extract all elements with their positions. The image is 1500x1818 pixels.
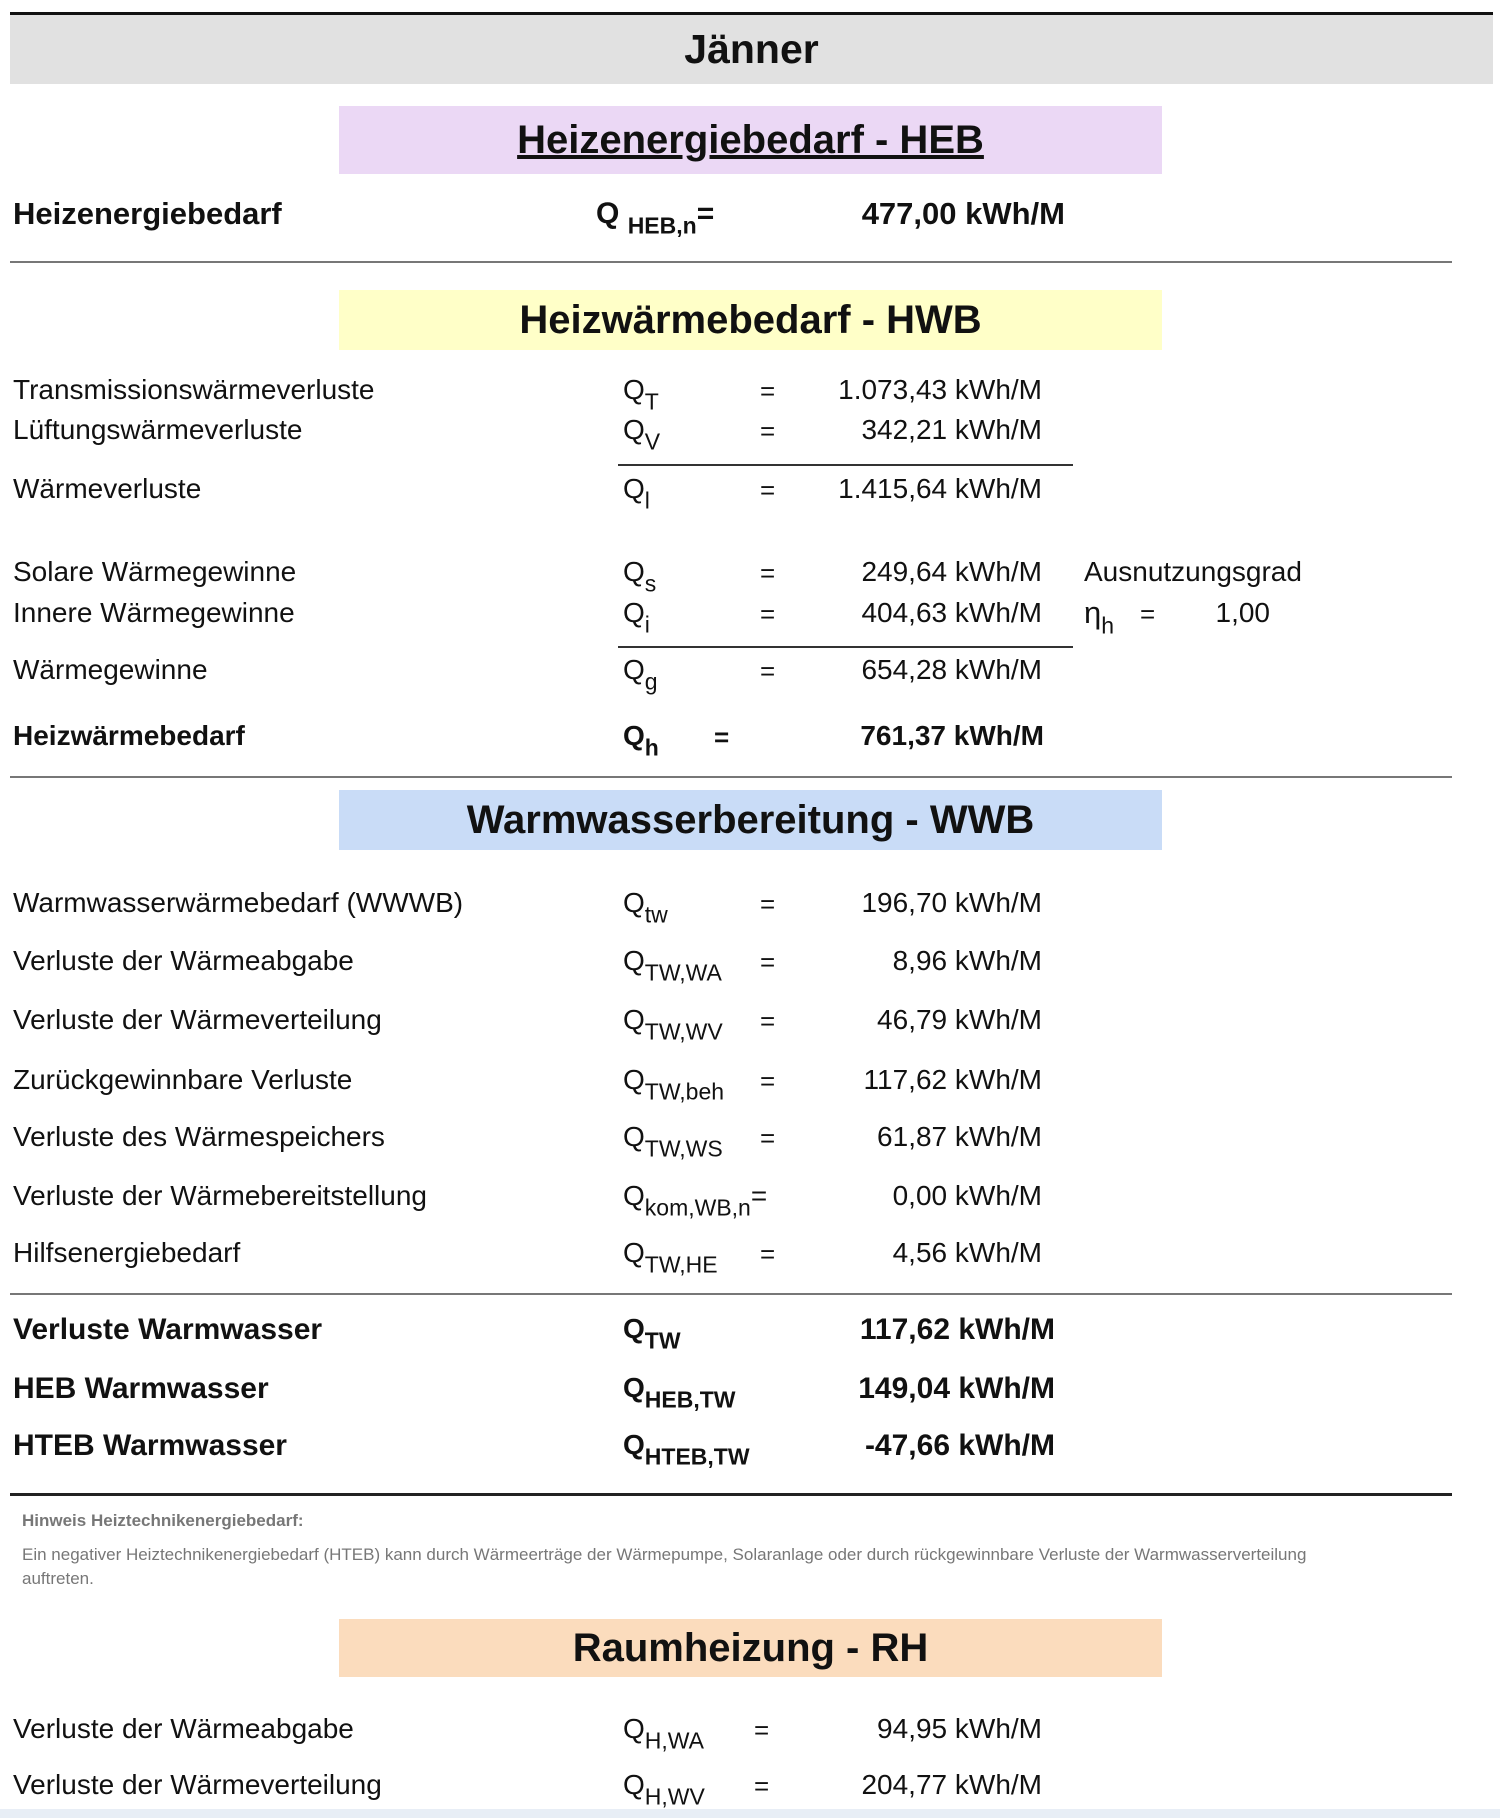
utilization-value: 1,00 — [1215, 597, 1270, 628]
wwb-row-value: 196,70 kWh/M — [861, 887, 1042, 918]
wwb-row-label: Hilfsenergiebedarf — [13, 1237, 241, 1268]
symbol-main: Q — [623, 654, 645, 685]
hwb-row-label: Lüftungswärmeverluste — [13, 414, 303, 445]
symbol-sub: TW,WA — [644, 959, 722, 986]
symbol-main: Q — [623, 887, 645, 918]
divider — [10, 1493, 1452, 1496]
heb-eq: = — [696, 197, 715, 230]
wwb-total-symbol — [623, 1429, 750, 1470]
symbol-main: Q — [623, 556, 645, 587]
symbol-sub: l — [644, 487, 650, 514]
wwb-row-value: 61,87 kWh/M — [877, 1121, 1042, 1152]
wwb-total-value: -47,66 kWh/M — [864, 1429, 1055, 1462]
eta-symbol: η — [1084, 595, 1102, 630]
wwb-total-label: Verluste Warmwasser — [13, 1313, 323, 1346]
wwb-row-eq: = — [760, 889, 776, 919]
wwb-row-value: 46,79 kWh/M — [877, 1004, 1042, 1035]
hwb-row-label: Transmissionswärmeverluste — [13, 374, 375, 405]
hwb-row-symbol — [623, 414, 660, 455]
rh-row-label: Verluste der Wärmeverteilung — [13, 1769, 382, 1800]
wwb-section-heading — [339, 790, 1162, 850]
heb-symbol-sub: HEB,n — [627, 212, 697, 239]
symbol-main: Q — [623, 1429, 645, 1460]
wwb-row-eq: = — [760, 1006, 776, 1036]
symbol-main: Q — [623, 597, 645, 628]
symbol-main: Q — [623, 720, 645, 751]
hwb-total-value: 761,37 kWh/M — [860, 720, 1044, 751]
heb-symbol-main: Q — [596, 197, 620, 230]
hwb-row-value: 654,28 kWh/M — [861, 654, 1042, 685]
hwb-row-eq: = — [760, 656, 776, 686]
hwb-row-symbol — [623, 597, 650, 638]
wwb-row-symbol — [623, 887, 668, 928]
symbol-main: Q — [623, 473, 645, 504]
wwb-total-symbol — [623, 1372, 736, 1413]
rh-row-symbol — [623, 1769, 705, 1810]
symbol-sub: HEB,TW — [644, 1386, 736, 1413]
symbol-sub: i — [644, 611, 650, 638]
hwb-total-symbol — [623, 720, 659, 761]
hwb-row-symbol — [623, 473, 650, 514]
wwb-row-eq: = — [760, 1066, 776, 1096]
bottom-edge — [0, 1809, 1500, 1818]
wwb-row-value: 8,96 kWh/M — [892, 945, 1042, 976]
utilization-eq: = — [1140, 599, 1156, 629]
symbol-main: Q — [623, 1180, 645, 1211]
symbol-main: Q — [623, 1372, 645, 1403]
symbol-sub: H,WA — [644, 1727, 704, 1754]
symbol-main: Q — [623, 1769, 645, 1800]
heb-symbol — [596, 197, 714, 239]
symbol-sub: h — [644, 734, 659, 761]
symbol-sub: h — [1101, 612, 1115, 639]
hwb-heading-text: Heizwärmebedarf - HWB — [519, 297, 982, 342]
hwb-total-eq: = — [714, 722, 730, 752]
symbol-eq: = — [750, 1180, 768, 1211]
wwb-row-value: 4,56 kWh/M — [892, 1237, 1042, 1268]
subtotal-line — [618, 646, 1073, 648]
wwb-row-symbol — [623, 1004, 723, 1045]
symbol-sub: TW,HE — [644, 1251, 718, 1278]
rh-row-value: 94,95 kWh/M — [877, 1713, 1042, 1744]
symbol-main: Q — [623, 1713, 645, 1744]
divider — [10, 776, 1452, 778]
wwb-row-label: Verluste der Wärmebereitstellung — [13, 1180, 427, 1211]
wwb-row-symbol — [623, 1064, 724, 1105]
rh-row-symbol — [623, 1713, 704, 1754]
rh-section-heading — [339, 1619, 1162, 1677]
symbol-sub: TW,WV — [644, 1018, 723, 1045]
heb-label: Heizenergiebedarf — [13, 196, 282, 231]
wwb-total-label: HEB Warmwasser — [13, 1372, 269, 1405]
subtotal-line — [618, 464, 1073, 466]
note-heading: Hinweis Heiztechnikenergiebedarf: — [22, 1511, 304, 1530]
symbol-sub: TW — [644, 1327, 681, 1354]
utilization-label: Ausnutzungsgrad — [1084, 556, 1302, 587]
symbol-main: Q — [623, 414, 645, 445]
hwb-total-label: Heizwärmebedarf — [13, 720, 245, 751]
wwb-row-label: Verluste des Wärmespeichers — [13, 1121, 385, 1152]
symbol-sub: HTEB,TW — [644, 1443, 750, 1470]
symbol-main: Q — [623, 1237, 645, 1268]
rh-row-eq: = — [754, 1771, 770, 1801]
wwb-row-label: Verluste der Wärmeabgabe — [13, 945, 354, 976]
hwb-row-eq: = — [760, 376, 776, 406]
wwb-total-symbol — [623, 1313, 681, 1354]
symbol-sub: g — [644, 668, 658, 695]
wwb-row-value: 117,62 kWh/M — [863, 1064, 1042, 1095]
symbol-sub: V — [644, 428, 661, 455]
wwb-total-value: 149,04 kWh/M — [858, 1372, 1055, 1405]
heb-section-heading — [339, 106, 1162, 174]
wwb-row-eq: = — [760, 1123, 776, 1153]
symbol-main: Q — [623, 1004, 645, 1035]
symbol-sub: tw — [644, 901, 668, 928]
hwb-row-label: Solare Wärmegewinne — [13, 556, 297, 587]
hwb-row-label: Wärmeverluste — [13, 473, 202, 504]
hwb-row-value: 342,21 kWh/M — [861, 414, 1042, 445]
divider — [10, 1293, 1452, 1295]
hwb-row-eq: = — [760, 558, 776, 588]
symbol-main: Q — [623, 1313, 645, 1344]
utilization-symbol — [1084, 595, 1114, 639]
symbol-main: Q — [623, 1121, 645, 1152]
symbol-sub: kom,WB,n — [644, 1194, 751, 1221]
hwb-row-symbol — [623, 374, 659, 415]
symbol-sub: s — [644, 570, 657, 597]
wwb-row-label: Zurückgewinnbare Verluste — [13, 1064, 353, 1095]
hwb-row-value: 1.073,43 kWh/M — [838, 374, 1042, 405]
divider — [10, 261, 1452, 263]
hwb-row-label: Innere Wärmegewinne — [13, 597, 295, 628]
heb-heading-text: Heizenergiebedarf - HEB — [517, 117, 984, 162]
symbol-sub: T — [644, 388, 659, 415]
wwb-row-value: 0,00 kWh/M — [892, 1180, 1042, 1211]
hwb-row-value: 404,63 kWh/M — [861, 597, 1042, 628]
wwb-row-symbol — [623, 1237, 718, 1278]
symbol-main: Q — [623, 1064, 645, 1095]
wwb-row-label: Verluste der Wärmeverteilung — [13, 1004, 382, 1035]
wwb-total-value: 117,62 kWh/M — [859, 1313, 1055, 1346]
wwb-total-label: HTEB Warmwasser — [13, 1429, 287, 1462]
note-text: Ein negativer Heiztechnikenergiebedarf (HTEB) kann durch Wärmeerträge der Wärmepumpe, Solaranlage oder durch rückgewinnbare Verluste der Warmwasserverteilung auftreten. — [22, 1545, 1307, 1588]
wwb-row-label: Warmwasserwärmebedarf (WWWB) — [13, 887, 464, 918]
hwb-row-eq: = — [760, 416, 776, 446]
wwb-row-symbol — [623, 1121, 723, 1162]
hwb-row-symbol — [623, 654, 658, 695]
wwb-row-symbol — [623, 1180, 767, 1221]
wwb-row-symbol — [623, 945, 722, 986]
symbol-main: Q — [623, 945, 645, 976]
wwb-heading-text: Warmwasserbereitung - WWB — [466, 797, 1035, 842]
symbol-sub: TW,WS — [644, 1135, 723, 1162]
hwb-row-eq: = — [760, 475, 776, 505]
symbol-main: Q — [623, 374, 645, 405]
heb-value: 477,00 kWh/M — [861, 196, 1065, 231]
rh-row-label: Verluste der Wärmeabgabe — [13, 1713, 354, 1744]
hwb-row-symbol — [623, 556, 656, 597]
rh-heading-text: Raumheizung - RH — [572, 1625, 929, 1670]
rh-row-eq: = — [754, 1715, 770, 1745]
wwb-row-eq: = — [760, 947, 776, 977]
month-title: Jänner — [10, 12, 1493, 84]
rh-row-value: 204,77 kWh/M — [861, 1769, 1042, 1800]
wwb-row-eq: = — [760, 1239, 776, 1269]
symbol-sub: H,WV — [644, 1783, 705, 1810]
symbol-sub: TW,beh — [644, 1078, 725, 1105]
hwb-section-heading — [339, 290, 1162, 350]
hwb-row-eq: = — [760, 599, 776, 629]
hwb-row-value: 249,64 kWh/M — [861, 556, 1042, 587]
hwb-row-label: Wärmegewinne — [13, 654, 208, 685]
hwb-row-value: 1.415,64 kWh/M — [838, 473, 1042, 504]
